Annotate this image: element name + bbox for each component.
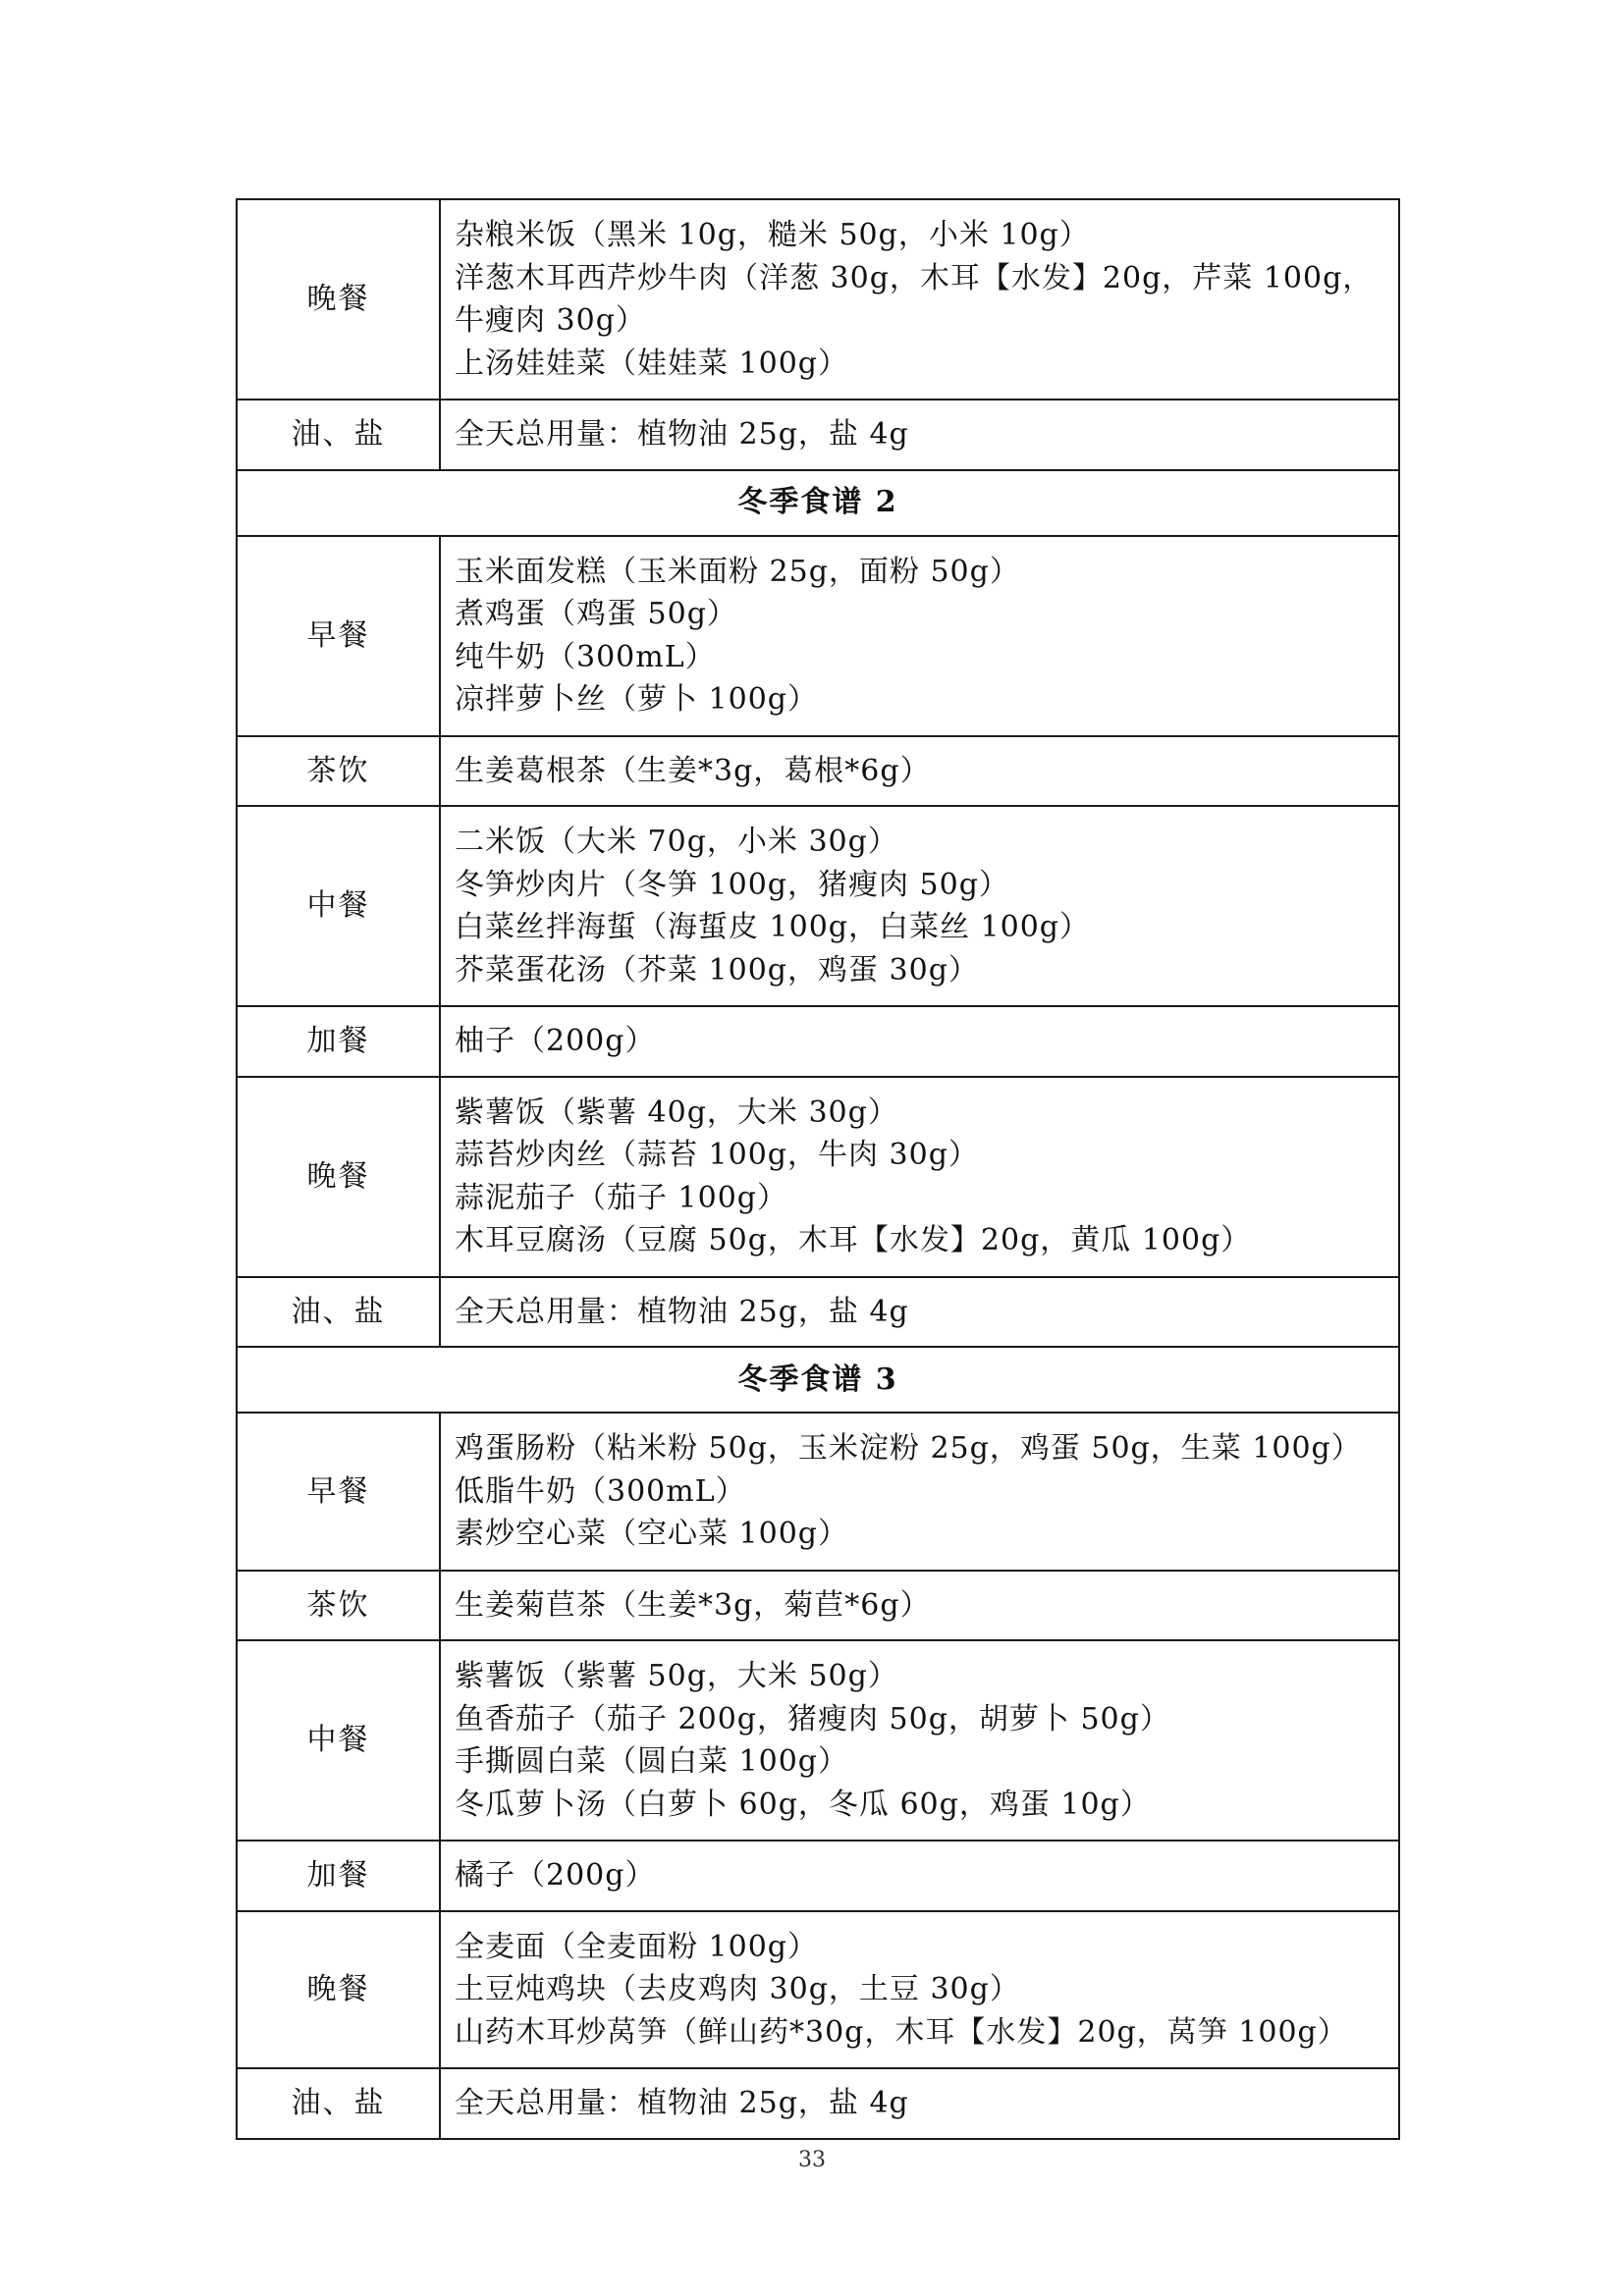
table-row <box>237 1911 1399 2069</box>
menu-item: 冬瓜萝卜汤（白萝卜 60g，冬瓜 60g，鸡蛋 10g） <box>455 1787 1151 1822</box>
meal-label-snack: 加餐 <box>237 1006 440 1077</box>
table-row <box>237 1841 1399 1911</box>
meal-items <box>440 2068 1399 2139</box>
meal-label-tea: 茶饮 <box>237 1571 440 1641</box>
menu-item: 玉米面发糕（玉米面粉 25g，面粉 50g） <box>455 554 1020 589</box>
menu-item: 生姜葛根茶（生姜*3g，葛根*6g） <box>455 753 931 788</box>
meal-items <box>440 1413 1399 1571</box>
meal-items <box>440 1571 1399 1641</box>
meal-items <box>440 1640 1399 1841</box>
menu-item: 低脂牛奶（300mL） <box>455 1473 746 1509</box>
table-row <box>237 1006 1399 1077</box>
menu-item: 鸡蛋肠粉（粘米粉 50g，玉米淀粉 25g，鸡蛋 50g，生菜 100g） <box>455 1431 1362 1466</box>
menu-item: 橘子（200g） <box>455 1858 656 1893</box>
meal-label-oil-salt: 油、盐 <box>237 1277 440 1348</box>
menu-item: 上汤娃娃菜（娃娃菜 100g） <box>455 346 849 381</box>
table-row <box>237 1077 1399 1277</box>
meal-items <box>440 199 1399 400</box>
menu-item: 全天总用量：植物油 25g，盐 4g <box>455 417 909 452</box>
meal-label-dinner: 晚餐 <box>237 1911 440 2069</box>
table-row <box>237 1277 1399 1348</box>
winter-menu-table <box>236 198 1400 2140</box>
table-row <box>237 2068 1399 2139</box>
menu-item: 杂粮米饭（黑米 10g，糙米 50g，小米 10g） <box>455 218 1090 252</box>
meal-label-lunch: 中餐 <box>237 806 440 1006</box>
page-number: 33 <box>798 2148 826 2172</box>
meal-label-breakfast: 早餐 <box>237 1413 440 1571</box>
meal-items <box>440 736 1399 807</box>
meal-label-dinner: 晚餐 <box>237 1077 440 1277</box>
meal-items <box>440 1006 1399 1077</box>
section-title: 冬季食谱 2 <box>237 470 1399 536</box>
meal-label-lunch: 中餐 <box>237 1640 440 1841</box>
table-row <box>237 736 1399 807</box>
menu-item: 土豆炖鸡块（去皮鸡肉 30g，土豆 30g） <box>455 1972 1020 2006</box>
menu-item: 生姜菊苣茶（生姜*3g，菊苣*6g） <box>455 1587 931 1623</box>
menu-item: 纯牛奶（300mL） <box>455 639 716 674</box>
menu-item: 全麦面（全麦面粉 100g） <box>455 1929 819 1964</box>
menu-item: 紫薯饭（紫薯 40g，大米 30g） <box>455 1095 898 1130</box>
meal-label-breakfast: 早餐 <box>237 536 440 736</box>
meal-items <box>440 1077 1399 1277</box>
section-header <box>237 470 1399 536</box>
menu-item: 白菜丝拌海蜇（海蜇皮 100g，白菜丝 100g） <box>455 910 1091 944</box>
meal-items <box>440 1911 1399 2069</box>
meal-items <box>440 536 1399 736</box>
table-row <box>237 400 1399 470</box>
menu-item: 冬笋炒肉片（冬笋 100g，猪瘦肉 50g） <box>455 867 1009 902</box>
meal-items <box>440 1841 1399 1911</box>
menu-item: 凉拌萝卜丝（萝卜 100g） <box>455 682 819 717</box>
meal-items <box>440 1277 1399 1348</box>
meal-label-oil-salt: 油、盐 <box>237 2068 440 2139</box>
meal-items <box>440 400 1399 470</box>
meal-label-oil-salt: 油、盐 <box>237 400 440 470</box>
table-row <box>237 1413 1399 1571</box>
table-row <box>237 806 1399 1006</box>
menu-item: 煮鸡蛋（鸡蛋 50g） <box>455 597 737 631</box>
menu-item: 紫薯饭（紫薯 50g，大米 50g） <box>455 1659 898 1693</box>
menu-item: 芥菜蛋花汤（芥菜 100g，鸡蛋 30g） <box>455 952 979 988</box>
meal-items <box>440 806 1399 1006</box>
meal-label-snack: 加餐 <box>237 1841 440 1911</box>
menu-item: 全天总用量：植物油 25g，盐 4g <box>455 1294 909 1329</box>
section-header <box>237 1347 1399 1413</box>
menu-item: 蒜泥茄子（茄子 100g） <box>455 1180 788 1215</box>
meal-label-tea: 茶饮 <box>237 736 440 807</box>
menu-item: 木耳豆腐汤（豆腐 50g，木耳【水发】20g，黄瓜 100g） <box>455 1223 1252 1257</box>
menu-item: 山药木耳炒莴笋（鲜山药*30g，木耳【水发】20g，莴笋 100g） <box>455 2014 1348 2050</box>
table-row <box>237 536 1399 736</box>
menu-item: 素炒空心菜（空心菜 100g） <box>455 1517 849 1551</box>
table-row <box>237 1640 1399 1841</box>
menu-item: 洋葱木耳西芹炒牛肉（洋葱 30g，木耳【水发】20g，芹菜 100g，牛瘦肉 30g） <box>455 260 1374 338</box>
menu-item: 手撕圆白菜（圆白菜 100g） <box>455 1744 849 1779</box>
menu-item: 二米饭（大米 70g，小米 30g） <box>455 825 898 859</box>
menu-item: 全天总用量：植物油 25g，盐 4g <box>455 2086 909 2120</box>
table-row <box>237 199 1399 400</box>
menu-item: 蒜苔炒肉丝（蒜苔 100g，牛肉 30g） <box>455 1138 979 1172</box>
meal-label-dinner: 晚餐 <box>237 199 440 400</box>
table-row <box>237 1571 1399 1641</box>
menu-item: 鱼香茄子（茄子 200g，猪瘦肉 50g，胡萝卜 50g） <box>455 1701 1170 1736</box>
section-title: 冬季食谱 3 <box>237 1347 1399 1413</box>
menu-item: 柚子（200g） <box>455 1024 656 1058</box>
